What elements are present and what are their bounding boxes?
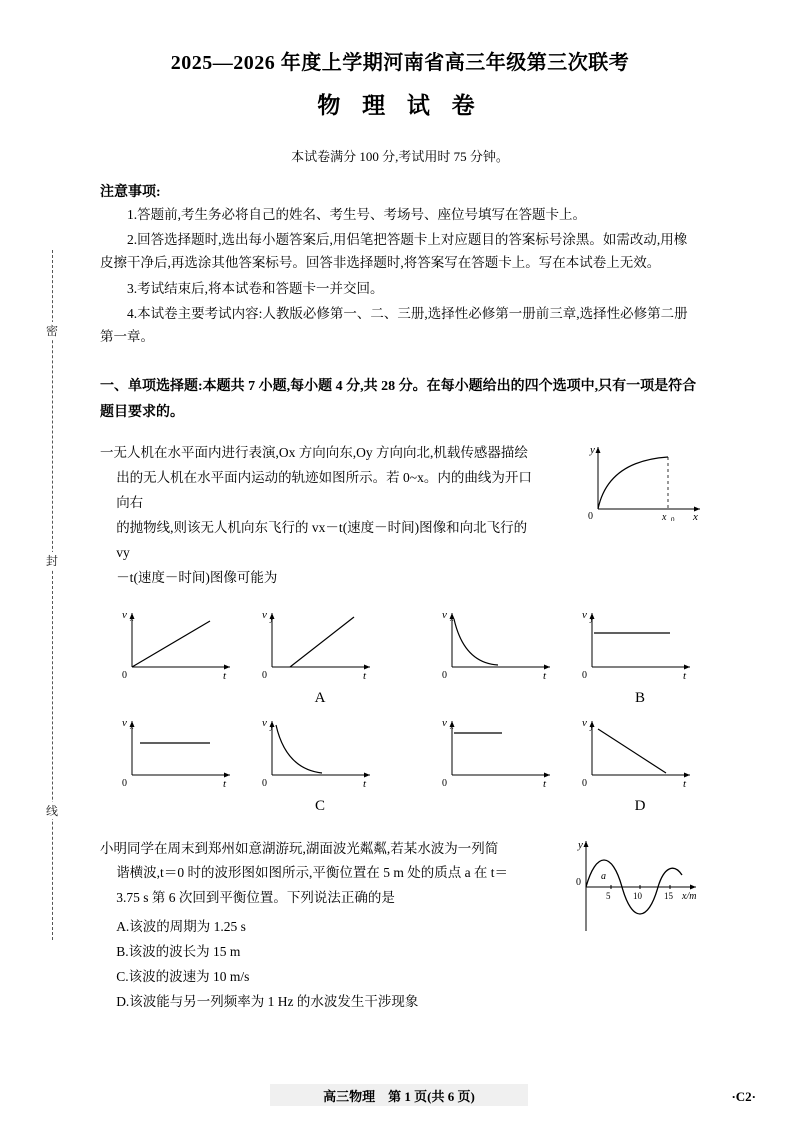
notice-item-1: 1.答题前,考生务必将自己的姓名、考生号、考场号、座位号填写在答题卡上。 xyxy=(127,207,586,222)
score-line: 本试卷满分 100 分,考试用时 75 分钟。 xyxy=(291,149,509,164)
svg-text:v: v xyxy=(262,716,267,729)
svg-text:t: t xyxy=(223,669,227,682)
question-2-option-D: D.该波能与另一列频率为 1 Hz 的水波发生干涉现象 xyxy=(116,994,419,1010)
svg-text:v: v xyxy=(122,608,127,621)
svg-text:0: 0 xyxy=(582,669,587,681)
svg-text:y: y xyxy=(270,721,274,731)
svg-text:v: v xyxy=(582,716,587,729)
option-graph-A-vx xyxy=(110,605,250,707)
notice-item-4: 4.本试卷主要考试内容:人教版必修第一、二、三册,选择性必修第一册前三章,选择性必修第二册第一章。 xyxy=(100,305,688,345)
svg-text:v: v xyxy=(442,716,447,729)
seal-dashed-line xyxy=(52,250,53,940)
svg-text:0: 0 xyxy=(582,777,587,789)
page-footer xyxy=(0,1078,794,1124)
svg-text:t: t xyxy=(223,777,227,790)
option-graph-A-vy xyxy=(250,605,390,707)
svg-text:a: a xyxy=(601,870,606,882)
question-2-option-A: A.该波的周期为 1.25 s xyxy=(116,919,246,935)
question-1-options-row-1 xyxy=(100,605,700,707)
svg-text:v: v xyxy=(122,716,127,729)
question-1-line-4: －t(速度－时间)图像可能为 xyxy=(116,569,278,585)
svg-text:y: y xyxy=(590,613,594,623)
question-1 xyxy=(100,441,700,591)
question-2-wave-figure xyxy=(570,835,700,930)
notice-title: 注意事项: xyxy=(100,185,161,200)
svg-text:0: 0 xyxy=(122,669,127,681)
svg-text:x: x xyxy=(662,511,667,521)
footer-code: ·C2· xyxy=(731,1089,756,1104)
svg-text:t: t xyxy=(683,669,687,682)
svg-text:y: y xyxy=(270,613,274,623)
svg-text:t: t xyxy=(543,669,547,682)
svg-text:t: t xyxy=(683,777,687,790)
seal-char-xian: 线 xyxy=(36,802,68,819)
option-graph-D-vy xyxy=(570,713,710,815)
svg-text:x: x xyxy=(130,721,134,731)
seal-char-feng: 封 xyxy=(36,552,68,569)
question-2-option-C: C.该波的波速为 10 m/s xyxy=(116,969,250,985)
document-content xyxy=(100,0,700,1015)
svg-text:x: x xyxy=(693,510,698,521)
question-1-line-1: 一无人机在水平面内进行表演,Ox 方向向东,Oy 方向向北,机载传感器描绘 xyxy=(100,444,528,460)
option-graph-label-A: A xyxy=(314,689,326,706)
svg-text:10: 10 xyxy=(633,890,642,901)
question-2-line-1: 小明同学在周末到郑州如意湖游玩,湖面波光粼粼,若某水波为一列简 xyxy=(100,840,499,856)
option-graph-label-C: C xyxy=(314,797,325,814)
svg-text:v: v xyxy=(262,608,267,621)
svg-text:0: 0 xyxy=(442,669,447,681)
svg-text:x: x xyxy=(130,613,134,623)
svg-text:y: y xyxy=(590,443,595,456)
footer-page-label: 高三物理 第 1 页(共 6 页) xyxy=(323,1089,475,1104)
option-graph-D-vx xyxy=(430,713,570,815)
section-heading-1: 一、单项选择题:本题共 7 小题,每小题 4 分,共 28 分。在每小题给出的四个选项中,只有一项是符合题目要求的。 xyxy=(100,379,697,420)
svg-text:v: v xyxy=(442,608,447,621)
option-graph-label-D: D xyxy=(634,797,646,814)
svg-text:0: 0 xyxy=(442,777,447,789)
question-1-line-3: 的抛物线,则该无人机向东飞行的 vx－t(速度－时间)图像和向北飞行的 vy xyxy=(116,519,528,560)
svg-text:5: 5 xyxy=(606,890,611,901)
seal-char-mi: 密 xyxy=(36,322,68,339)
option-graph-B-vy xyxy=(570,605,710,707)
svg-text:x: x xyxy=(450,721,454,731)
page-title: 2025—2026 年度上学期河南省高三年级第三次联考 xyxy=(170,52,630,74)
question-2-line-3: 3.75 s 第 6 次回到平衡位置。下列说法正确的是 xyxy=(116,890,395,906)
question-1-trajectory-figure xyxy=(580,441,700,519)
svg-text:0: 0 xyxy=(671,515,675,521)
question-2-option-B: B.该波的波长为 15 m xyxy=(116,944,241,960)
svg-text:0: 0 xyxy=(576,876,581,888)
svg-text:y: y xyxy=(590,721,594,731)
svg-text:y: y xyxy=(578,838,583,851)
svg-text:0: 0 xyxy=(588,510,593,521)
question-2-line-2: 谐横波,t＝0 时的波形图如图所示,平衡位置在 5 m 处的质点 a 在 t＝ xyxy=(116,865,509,881)
question-2 xyxy=(100,837,700,1016)
option-graph-C-vy xyxy=(250,713,390,815)
option-graph-B-vx xyxy=(430,605,570,707)
svg-text:0: 0 xyxy=(262,669,267,681)
notice-item-2: 2.回答选择题时,选出每小题答案后,用侣笔把答题卡上对应题目的答案标号涂黑。如需改动,用橡皮擦干净后,再选涂其他答案标号。回答非选择题时,将答案写在答题卡上。写在本试卷上无效。 xyxy=(100,232,688,271)
svg-text:t: t xyxy=(363,777,367,790)
svg-text:0: 0 xyxy=(262,777,267,789)
notice-item-3: 3.考试结束后,将本试卷和答题卡一并交回。 xyxy=(127,280,384,296)
question-1-options-row-2 xyxy=(100,713,700,815)
svg-text:v: v xyxy=(582,608,587,621)
question-1-line-2: 出的无人机在水平面内运动的轨迹如图所示。若 0~x。内的曲线为开口向右 xyxy=(116,469,532,510)
svg-text:15: 15 xyxy=(664,890,673,901)
option-graph-label-B: B xyxy=(634,689,645,706)
option-graph-C-vx xyxy=(110,713,250,815)
svg-text:0: 0 xyxy=(122,777,127,789)
subject-title: 物 理 试 卷 xyxy=(317,93,483,118)
svg-text:t: t xyxy=(543,777,547,790)
svg-text:t: t xyxy=(363,669,367,682)
svg-text:x: x xyxy=(450,613,454,623)
svg-text:x/m: x/m xyxy=(682,890,697,902)
